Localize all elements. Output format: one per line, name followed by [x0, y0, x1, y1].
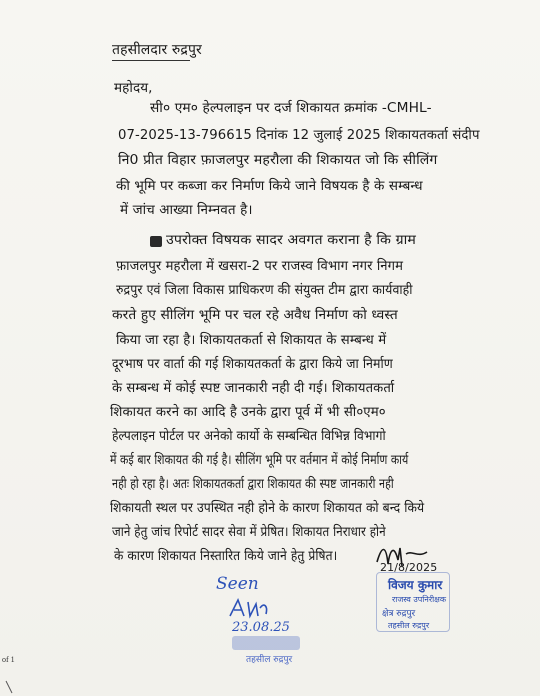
- body-line-14: के कारण शिकायत निस्तारित किये जाने हेतु प्रेषित।: [114, 548, 338, 564]
- stamp-title: राजस्व उपनिरीक्षक: [392, 595, 447, 604]
- subject-line-3: नि0 प्रीत विहार फ़ाजलपुर महरौला की शिकायत जो कि सीलिंग: [118, 152, 438, 168]
- stamp-area: क्षेत्र रुद्रपुर: [382, 609, 416, 619]
- addressee-underline: [112, 60, 190, 61]
- salutation: महोदय,: [114, 80, 153, 96]
- signature-date: 21/8/2025: [380, 561, 438, 574]
- body-line-4: करते हुए सीलिंग भूमि पर चल रहे अवैध निर्माण को ध्वस्त: [112, 307, 398, 323]
- body-line-9: हेल्पलाइन पोर्टल पर अनेको कार्यो के सम्बन्धित विभिन्न विभागो: [112, 428, 386, 444]
- page-footer: of 1: [2, 655, 15, 664]
- body-line-13: जाने हेतु जांच रिपोर्ट सादर सेवा में प्रेषित। शिकायत निराधार होने: [112, 524, 386, 540]
- corner-mark-icon: [4, 680, 14, 694]
- seen-initials-icon: [226, 596, 270, 622]
- body-line-6: दूरभाष पर वार्ता की गई शिकायतकर्ता के द्वारा किये जा निर्माण: [112, 356, 393, 372]
- body-line-1: उपरोक्त विषयक सादर अवगत कराना है कि ग्राम: [166, 232, 416, 248]
- body-line-7: के सम्बन्ध में कोई स्पष्ट जानकारी नही दी गई। शिकायतकर्ता: [112, 380, 395, 396]
- stamp-border: [376, 572, 450, 632]
- subject-line-4: की भूमि पर कब्जा कर निर्माण किये जाने विषयक है के सम्बन्ध: [116, 178, 423, 194]
- stamp-name: विजय कुमार: [388, 578, 443, 592]
- body-line-11: नही हो रहा है। अतः शिकायतकर्ता द्वारा शिकायत की स्पष्ट जानकारी नही: [112, 476, 394, 492]
- body-line-5: किया जा रहा है। शिकायतकर्ता से शिकायत के सम्बन्ध में: [116, 332, 387, 348]
- seen-office-stamp: तहसील रुद्रपुर: [246, 655, 293, 665]
- paragraph-marker-icon: [150, 236, 162, 247]
- stamp-office: तहसील रुद्रपुर: [388, 621, 430, 630]
- subject-line-1: सी० एम० हेल्पलाइन पर दर्ज शिकायत क्रमांक -CMHL-: [150, 100, 432, 116]
- subject-line-5: में जांच आख्या निम्नवत है।: [120, 202, 253, 218]
- body-line-2: फ़ाजलपुर महरौला में खसरा-2 पर राजस्व विभाग नगर निगम: [116, 258, 403, 274]
- body-line-8: शिकायत करने का आदि है उनके द्वारा पूर्व में भी सी०एम०: [110, 404, 386, 420]
- subject-line-2: 07-2025-13-796615 दिनांक 12 जुलाई 2025 शिकायतकर्ता संदीप: [118, 127, 480, 143]
- addressee: तहसीलदार रुद्रपुर: [112, 42, 202, 58]
- body-line-12: शिकायती स्थल पर उपस्थित नही होने के कारण शिकायत को बन्द किये: [110, 500, 425, 516]
- body-line-10: में कई बार शिकायत की गई है। सीलिंग भूमि पर वर्तमान में कोई निर्माण कार्य: [110, 452, 409, 468]
- seen-stamp-smudge: [232, 636, 300, 650]
- body-line-3: रुद्रपुर एवं जिला विकास प्राधिकरण की संयुक्त टीम द्वारा कार्यवाही: [116, 282, 413, 298]
- seen-word: Seen: [216, 574, 259, 594]
- seen-date: 23.08.25: [232, 620, 290, 635]
